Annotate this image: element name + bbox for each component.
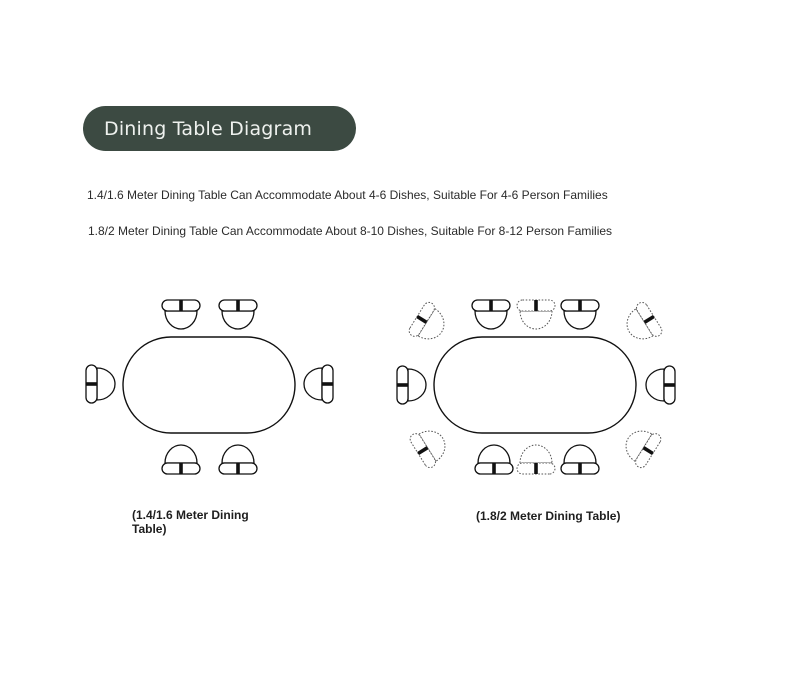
description-small-table: 1.4/1.6 Meter Dining Table Can Accommodate About 4-6 Dishes, Suitable For 4-6 Person Families — [87, 188, 608, 202]
description-large-table: 1.8/2 Meter Dining Table Can Accommodate About 8-10 Dishes, Suitable For 8-12 Person Families — [88, 224, 613, 238]
chair-bottom-2 — [561, 445, 599, 474]
chair-bottom-1 — [475, 445, 513, 474]
chair-right-end — [304, 365, 333, 403]
chair-top-1 — [472, 300, 510, 329]
chair-bottom-left — [162, 445, 200, 474]
chair-optional-top-right — [619, 300, 664, 348]
chair-top-optional — [517, 300, 555, 329]
chair-optional-bottom-left — [408, 422, 453, 470]
chair-top-right — [219, 300, 257, 329]
caption-small-table: (1.4/1.6 Meter Dining Table) — [132, 508, 249, 536]
chair-right-end-large — [646, 366, 675, 404]
chair-bottom-optional — [517, 445, 555, 474]
chair-left-end-large — [397, 366, 426, 404]
chair-left-end — [86, 365, 115, 403]
chair-top-left — [162, 300, 200, 329]
caption-large-table: (1.8/2 Meter Dining Table) — [476, 509, 621, 523]
small-table-group — [86, 300, 333, 474]
large-table-group — [397, 300, 675, 474]
small-table-top — [123, 337, 295, 433]
chair-optional-top-left — [407, 300, 452, 348]
chair-top-2 — [561, 300, 599, 329]
chair-bottom-right — [219, 445, 257, 474]
large-table-top — [434, 337, 636, 433]
diagram-title: Dining Table Diagram — [104, 117, 313, 140]
chair-optional-bottom-right — [618, 422, 663, 470]
